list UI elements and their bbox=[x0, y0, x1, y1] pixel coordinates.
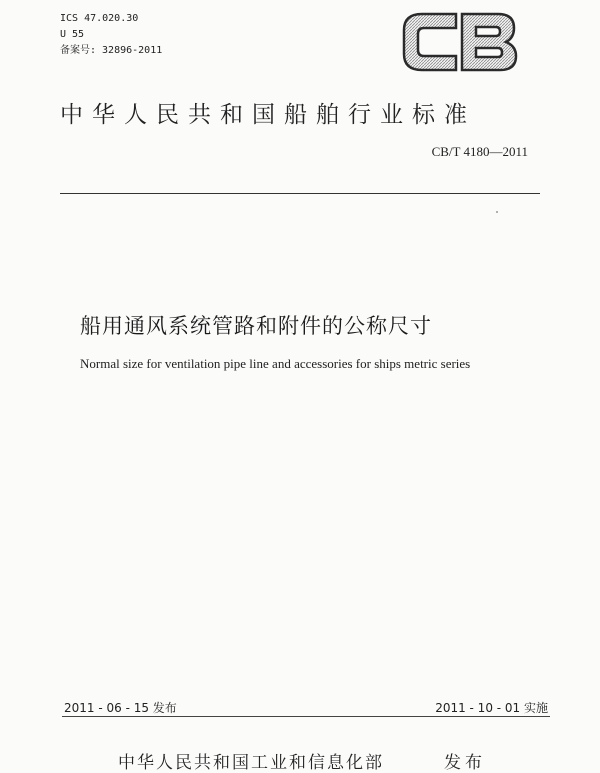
scan-speck bbox=[496, 211, 498, 213]
document-title-chinese: 船用通风系统管路和附件的公称尺寸 bbox=[80, 314, 432, 338]
document-title-english: Normal size for ventilation pipe line and accessories for ships metric series bbox=[80, 356, 471, 371]
industry-standard-title: 中华人民共和国船舶行业标准 bbox=[60, 102, 476, 128]
ics-code: ICS 47.020.30 bbox=[60, 13, 139, 24]
publisher-action: 发布 bbox=[444, 753, 486, 773]
cb-logo bbox=[400, 8, 520, 76]
filing-number: 备案号: 32896-2011 bbox=[60, 45, 163, 56]
footer-divider bbox=[62, 716, 550, 717]
header-divider bbox=[60, 193, 540, 194]
classification-code: U 55 bbox=[60, 29, 85, 40]
issue-date: 2011 - 06 - 15 发布 bbox=[64, 701, 177, 715]
standard-code: CB/T 4180—2011 bbox=[431, 144, 528, 159]
document-metadata bbox=[60, 11, 162, 59]
publisher-name: 中华人民共和国工业和信息化部 bbox=[118, 753, 384, 773]
implementation-date: 2011 - 10 - 01 实施 bbox=[435, 701, 548, 715]
